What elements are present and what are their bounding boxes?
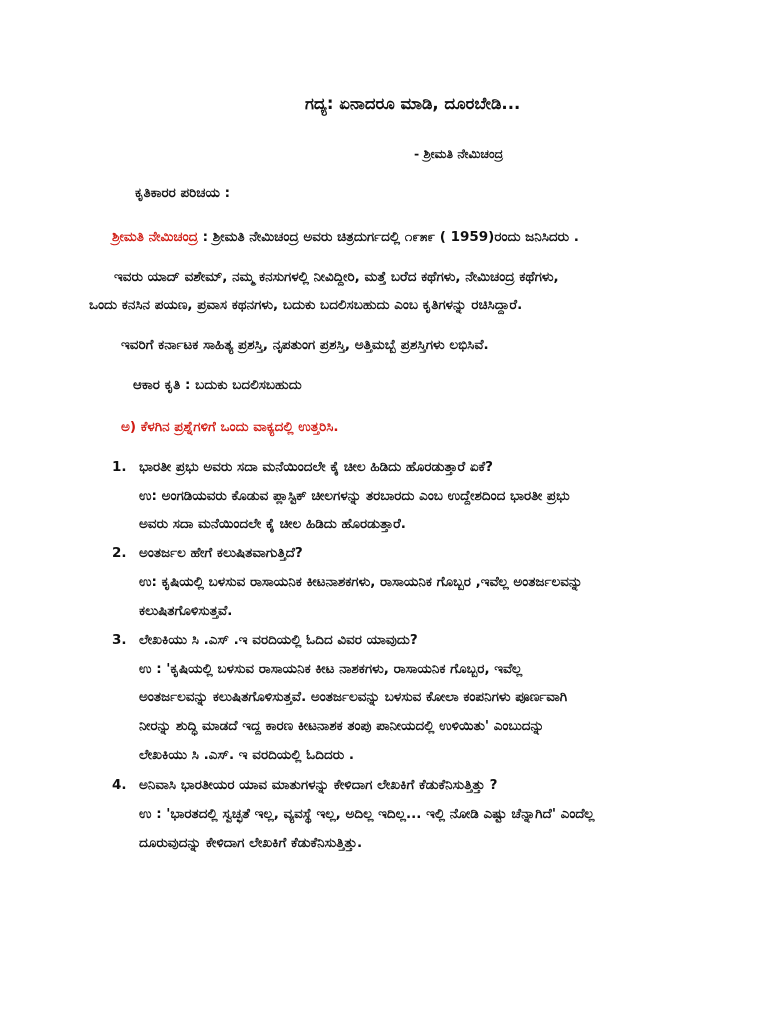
answer-line: ಉ: ಅಂಗಡಿಯವರು ಕೊಡುವ ಪ್ಲಾಸ್ಟಿಕ್ ಚೀಲಗಳನ್ನು ತರಬಾರದು ಎಂಬ ಉದ್ದೇಶದಿಂದ ಭಾರತೀ ಪ್ರಭು <box>139 488 570 504</box>
question-text: ಲೇಖಕಿಯು ಸಿ .ಎಸ್ .ಇ ವರದಿಯಲ್ಲಿ ಓದಿದ ವಿವರ ಯಾವುದು? <box>139 632 418 648</box>
question-number: 3. <box>112 632 127 648</box>
page-title: ಗದ್ಯ: ಏನಾದರೂ ಮಾಡಿ, ದೂರಬೇಡಿ... <box>305 94 521 113</box>
answer-line: ಉ: ಕೃಷಿಯಲ್ಲಿ ಬಳಸುವ ರಾಸಾಯನಿಕ ಕೀಟನಾಶಕಗಳು, ರಾಸಾಯನಿಕ ಗೊಬ್ಬರ ,ಇವೆಲ್ಲ ಅಂತರ್ಜಲವನ್ನು <box>139 574 583 590</box>
answer-line: ಅವರು ಸದಾ ಮನೆಯಿಂದಲೇ ಕೈ ಚೀಲ ಹಿಡಿದು ಹೊರಡುತ್ತಾರೆ. <box>139 516 406 532</box>
answer-line: ಉ : 'ಭಾರತದಲ್ಲಿ ಸ್ವಚ್ಛತೆ ಇಲ್ಲ, ವ್ಯವಸ್ಥೆ ಇಲ್ಲ, ಅದಿಲ್ಲ ಇದಿಲ್ಲ... ಇಲ್ಲಿ ನೋಡಿ ಎಷ್ಟು ಚೆನ್ನಾಗಿದೆ' ಎಂದೆಲ್ಲ <box>139 806 595 822</box>
question-text: ಅನಿವಾಸಿ ಭಾರತೀಯರ ಯಾವ ಮಾತುಗಳನ್ನು ಕೇಳಿದಾಗ ಲೇಖಕಿಗೆ ಕೆಡುಕೆನಿಸುತ್ತಿತ್ತು ? <box>139 777 498 793</box>
question-text: ಅಂತರ್ಜಲ ಹೇಗೆ ಕಲುಷಿತವಾಗುತ್ತಿದೆ? <box>139 545 303 561</box>
author-birth-text: : ಶ್ರೀಮತಿ ನೇಮಿಚಂದ್ರ ಅವರು ಚಿತ್ರದುರ್ಗದಲ್ಲಿ ೧೯೫೯ ( 1959)ರಂದು ಜನಿಸಿದರು . <box>197 229 579 245</box>
author-byline: - ಶ್ರೀಮತಿ ನೇಮಿಚಂದ್ರ <box>414 146 504 161</box>
awards-line: ಇವರಿಗೆ ಕರ್ನಾಟಕ ಸಾಹಿತ್ಯ ಪ್ರಶಸ್ತಿ, ನೃಪತುಂಗ ಪ್ರಶಸ್ತಿ, ಅತ್ತಿಮಬ್ಬೆ ಪ್ರಶಸ್ತಿಗಳು ಲಭಿಸಿವೆ. <box>121 337 489 353</box>
question-number: 1. <box>112 459 127 475</box>
answer-line: ಲೇಖಕಿಯು ಸಿ .ಎಸ್. ಇ ವರದಿಯಲ್ಲಿ ಓದಿದರು . <box>139 747 354 763</box>
answer-line: ನೀರನ್ನು ಶುದ್ಧಿ ಮಾಡದೆ ಇದ್ದ ಕಾರಣ ಕೀಟನಾಶಕ ತಂಪು ಪಾನೀಯದಲ್ಲಿ ಉಳಿಯಿತು' ಎಂಬುದನ್ನು <box>139 718 545 734</box>
author-intro-heading: ಕೃತಿಕಾರರ ಪರಿಚಯ : <box>135 185 231 201</box>
author-birth-line <box>112 228 579 246</box>
answer-line: ಉ : 'ಕೃಷಿಯಲ್ಲಿ ಬಳಸುವ ರಾಸಾಯನಿಕ ಕೀಟ ನಾಶಕಗಳು, ರಾಸಾಯನಿಕ ಗೊಬ್ಬರ, ಇವೆಲ್ಲ <box>139 661 523 677</box>
answer-line: ಕಲುಷಿತಗೊಳಿಸುತ್ತವೆ. <box>139 603 233 619</box>
answer-line: ಅಂತರ್ಜಲವನ್ನು ಕಲುಷಿತಗೊಳಿಸುತ್ತವೆ. ಅಂತರ್ಜಲವನ್ನು ಬಳಸುವ ಕೋಲಾ ಕಂಪನಿಗಳು ಪೂರ್ಣವಾಗಿ <box>139 689 568 705</box>
works-line-1: ಇವರು ಯಾದ್ ವಶೇಮ್, ನಮ್ಮ ಕನಸುಗಳಲ್ಲಿ ನೀವಿದ್ದೀರಿ, ಮತ್ತೆ ಬರೆದ ಕಥೆಗಳು, ನೇಮಿಚಂದ್ರ ಕಥೆಗಳು, <box>114 269 559 285</box>
question-text: ಭಾರತೀ ಪ್ರಭು ಅವರು ಸದಾ ಮನೆಯಿಂದಲೇ ಕೈ ಚೀಲ ಹಿಡಿದು ಹೊರಡುತ್ತಾರೆ ಏಕೆ? <box>139 459 493 475</box>
answer-line: ದೂರುವುದನ್ನು ಕೇಳಿದಾಗ ಲೇಖಕಿಗೆ ಕೆಡುಕೆನಿಸುತ್ತಿತ್ತು. <box>139 835 363 851</box>
source-work-line: ಆಕಾರ ಕೃತಿ : ಬದುಕು ಬದಲಿಸಬಹುದು <box>133 377 302 393</box>
question-number: 4. <box>112 777 127 793</box>
works-line-2: ಒಂದು ಕನಸಿನ ಪಯಣ, ಪ್ರವಾಸ ಕಥನಗಳು, ಬದುಕು ಬದಲಿಸಬಹುದು ಎಂಬ ಕೃತಿಗಳನ್ನು ರಚಿಸಿದ್ದಾರೆ. <box>89 297 523 313</box>
question-number: 2. <box>112 545 127 561</box>
author-name: ಶ್ರೀಮತಿ ನೇಮಿಚಂದ್ರ <box>112 229 198 245</box>
section-heading: ಅ) ಕೆಳಗಿನ ಪ್ರಶ್ನೆಗಳಿಗೆ ಒಂದು ವಾಕ್ಯದಲ್ಲಿ ಉತ್ತರಿಸಿ. <box>121 419 339 435</box>
